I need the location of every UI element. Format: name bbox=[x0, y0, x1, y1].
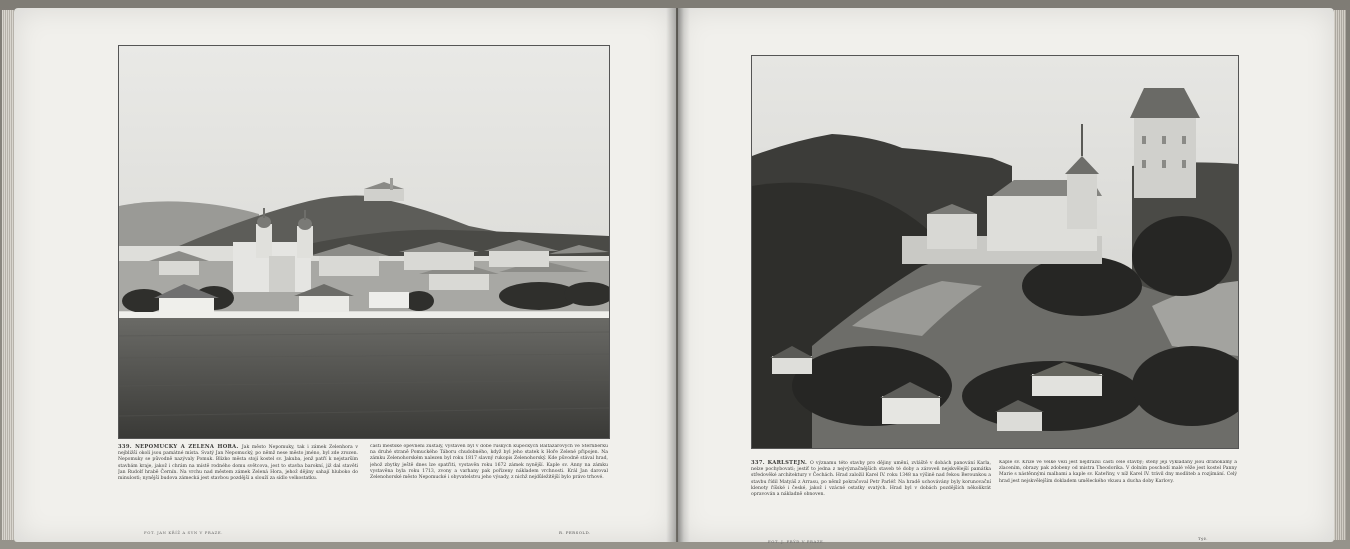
caption-title: KARLŠTEJN. bbox=[767, 460, 810, 466]
page-stack-left bbox=[2, 10, 14, 540]
caption-column-2 bbox=[999, 460, 1237, 530]
caption-column-2 bbox=[370, 444, 608, 524]
caption-number: 339. bbox=[118, 444, 136, 450]
left-page bbox=[14, 8, 676, 542]
printer-imprint: FOT. J. FRÝD V PRAZE. bbox=[768, 539, 826, 544]
photo-credit: Týž. bbox=[1198, 536, 1208, 541]
photo-karlstejn bbox=[751, 55, 1239, 449]
caption-title: NEPOMUCKÝ A ZELENÁ HORA. bbox=[135, 444, 242, 450]
photo-credit: R. PERSOLD. bbox=[559, 530, 591, 535]
caption-text: části městské opevnění zůstaly, vystavěn byl v době ruských kupeckých Baltazarových ve Šternberku na druhé straně Pomuckého Táboru chudobného, když byl jeho statek k Hoře Zelené připojen. Na zámku Zelenohorském nalezen byl roku 1817 slavný rukopis Zelenohorský. Kde původně stával hrad, jehož zbytky ještě dnes lze spatřiti, vystavěn roku 1672 zámek nynější. Kaple sv. Anny na zámku vystavěna byla roku 1713, zvony a varhany pak pořízeny nákladem vrchnosti. Král Jan daroval Zelenohorské město Nepomucké i obyvatelstvu jeho výsady, z nichž nejdůležitější bylo právo trhové. bbox=[370, 444, 608, 481]
caption-text: Kaple sv. Kříže ve velké věži jest nejdražší částí celé stavby; stěny její vykládány jsou drahokamy a zlacením, obrazy pak zdobeny od mistra Theodorika. V dolním poschodí malé věže jest kostel Panny Marie s nástěnnými malbami a kaple sv. Kateřiny, v níž Karel IV. trávil dny modliteb a rozjímání. Celý hrad jest nejskvělejším dokladem uměleckého vkusu a ducha doby Karlovy. bbox=[999, 460, 1237, 484]
caption-number: 337. bbox=[751, 460, 768, 466]
caption-column-1 bbox=[751, 460, 991, 534]
printer-imprint: FOT. JAN KŘÍŽ A SYN V PRAZE. bbox=[144, 530, 224, 535]
photo-nepomuk-zelena-hora bbox=[118, 45, 610, 439]
caption-column-1 bbox=[118, 444, 358, 524]
caption-text: O významu této stavby pro dějiny umění, zvláště v dobách panování Karla, nelze pochybovati; jestiť to jedna z nejvýznačnějších staveb té doby a zároveň nejskvělejší památka středověké architektury v Čechách. Hrad založil Karel IV. roku 1348 na výšině nad řekou Berounkou a stavbu řídil Matyáš z Arrasu, po němž pokračoval Petr Parléř. Na hradě uchovávány byly korunovační klenoty říšské i české, jakož i vzácné ostatky svatých. Hrad byl v dobách pozdějších několikrát opravován a nákladně obnoven. bbox=[751, 461, 991, 498]
book-gutter bbox=[666, 8, 690, 542]
right-page bbox=[678, 8, 1334, 542]
caption-text: Jak město Nepomuky, tak i zámek Zelenhora v nejbližší okolí jsou památné místa. Svatý Jan Nepomucký, po němž nese město jméno, byl zde zrozen. Nepomuky se původně nazývaly Pomuk. Blízko města stojí kostel sv. Jakuba, jenž patří k nejstarším stavbám kraje, jakož i chrám na místě rodného domu světcova, jest to stavba barokní, již dal stavěti Jan Rudolf hrabě Černín. Na vrchu nad městem zámek Zelená Hora, jehož dějiny sahají hluboko do minulosti; nynější budova zámecká jest stavbou pozdější a slouží za sídlo velkostatku. bbox=[118, 445, 358, 482]
page-stack-right bbox=[1334, 10, 1346, 540]
